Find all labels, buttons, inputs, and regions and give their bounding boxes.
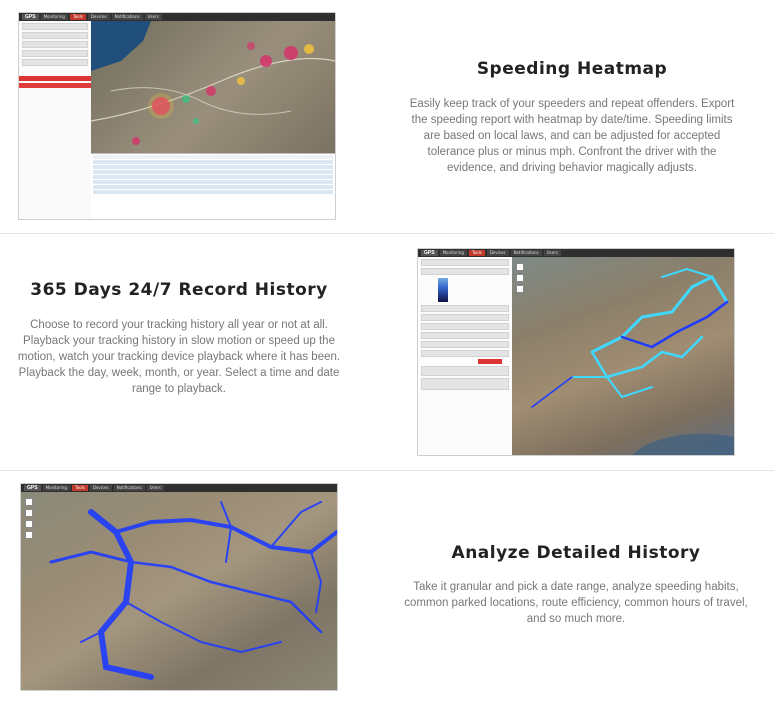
speed-legend [438, 278, 448, 302]
table-row[interactable] [93, 185, 333, 189]
app-toolbar [21, 484, 337, 492]
zoom-in-icon[interactable] [25, 498, 33, 506]
playback-controls[interactable] [421, 378, 509, 390]
layers-icon[interactable] [25, 520, 33, 528]
section-record-history [0, 234, 774, 470]
device-entry[interactable] [421, 366, 509, 376]
heatmap-map[interactable] [91, 21, 335, 153]
date-row[interactable] [421, 350, 509, 357]
section-description: Choose to record your tracking history all year or not at all. Playback your tracking history in slow motion or speed up the motion, watch your tracking device playback where it has been. Playback the day, week, month, or year. Select a time and date range to playback. [17, 319, 341, 395]
range-select[interactable] [421, 268, 509, 275]
nav-notifications[interactable]: Notifications [511, 250, 542, 256]
detailed-history-screenshot [20, 483, 338, 691]
layers-icon[interactable] [516, 285, 524, 293]
table-row[interactable] [93, 180, 333, 184]
app-toolbar [19, 13, 335, 21]
report-select[interactable] [22, 23, 88, 30]
nav-devices[interactable]: Devices [88, 14, 110, 20]
nav-tools[interactable]: Tools [469, 250, 485, 256]
report-table [91, 153, 335, 220]
nav-notifications[interactable]: Notifications [112, 14, 143, 20]
date-tabs[interactable] [22, 41, 88, 48]
tool-icons[interactable] [421, 314, 509, 321]
section-title: 365 Days 24/7 Record History [30, 280, 328, 300]
nav-monitoring[interactable]: Monitoring [440, 250, 467, 256]
route-overlay [21, 492, 337, 690]
heatmap-overlay [91, 21, 335, 153]
section-title: Analyze Detailed History [451, 543, 701, 563]
filter-row[interactable] [421, 305, 509, 312]
playback-button[interactable] [478, 359, 502, 364]
section-description: Take it granular and pick a date range, analyze speeding habits, common parked locations, route efficiency, common hours of travel, and so much more. [404, 581, 748, 625]
section-detailed-history [0, 471, 774, 718]
nav-notifications[interactable]: Notifications [114, 485, 145, 491]
history-sidebar [418, 257, 513, 455]
table-row[interactable] [93, 175, 333, 179]
app-toolbar [418, 249, 734, 257]
zoom-in-icon[interactable] [516, 263, 524, 271]
table-row[interactable] [93, 170, 333, 174]
option-row[interactable] [421, 323, 509, 330]
nav-tools[interactable]: Tools [72, 485, 88, 491]
nav-users[interactable]: Users [544, 250, 561, 256]
device-select[interactable] [421, 259, 509, 266]
table-header [93, 155, 333, 159]
table-row[interactable] [93, 165, 333, 169]
history-map[interactable] [512, 257, 734, 455]
fullscreen-icon[interactable] [25, 531, 33, 539]
nav-users[interactable]: Users [145, 14, 162, 20]
heatmap-screenshot [18, 12, 336, 220]
playback-screenshot [417, 248, 735, 456]
nav-devices[interactable]: Devices [90, 485, 112, 491]
interval-row[interactable] [421, 341, 509, 348]
nav-users[interactable]: Users [147, 485, 164, 491]
lake-shape [91, 21, 151, 71]
section-description: Easily keep track of your speeders and repeat offenders. Export the speeding report with heatmap by date/time. Speeding limits are based on local laws, and can be adjusted for accepted tolerance plus or minus mph. Confront the driver with the evidence, and driving behavior magically adjusts. [409, 98, 735, 174]
run-report-button[interactable] [19, 83, 91, 88]
app-logo: GPS [24, 485, 41, 491]
route-overlay [512, 257, 734, 455]
zoom-out-icon[interactable] [516, 274, 524, 282]
interval-select[interactable] [22, 50, 88, 57]
heat-spots [132, 42, 314, 145]
app-logo: GPS [421, 250, 438, 256]
speed-input[interactable] [22, 59, 88, 66]
nav-monitoring[interactable]: Monitoring [43, 485, 70, 491]
speeding-report-button[interactable] [19, 76, 91, 81]
nav-devices[interactable]: Devices [487, 250, 509, 256]
nav-monitoring[interactable]: Monitoring [41, 14, 68, 20]
section-speeding-heatmap [0, 0, 774, 233]
zoom-out-icon[interactable] [25, 509, 33, 517]
report-sidebar [19, 21, 92, 219]
app-logo: GPS [22, 14, 39, 20]
nav-tools[interactable]: Tools [70, 14, 86, 20]
section-title: Speeding Heatmap [476, 59, 668, 79]
tabs-row[interactable] [421, 332, 509, 339]
device-select[interactable] [22, 32, 88, 39]
map-controls [25, 498, 33, 539]
table-row[interactable] [93, 190, 333, 194]
table-row[interactable] [93, 160, 333, 164]
detailed-history-map[interactable] [21, 492, 337, 690]
map-controls [516, 263, 524, 293]
